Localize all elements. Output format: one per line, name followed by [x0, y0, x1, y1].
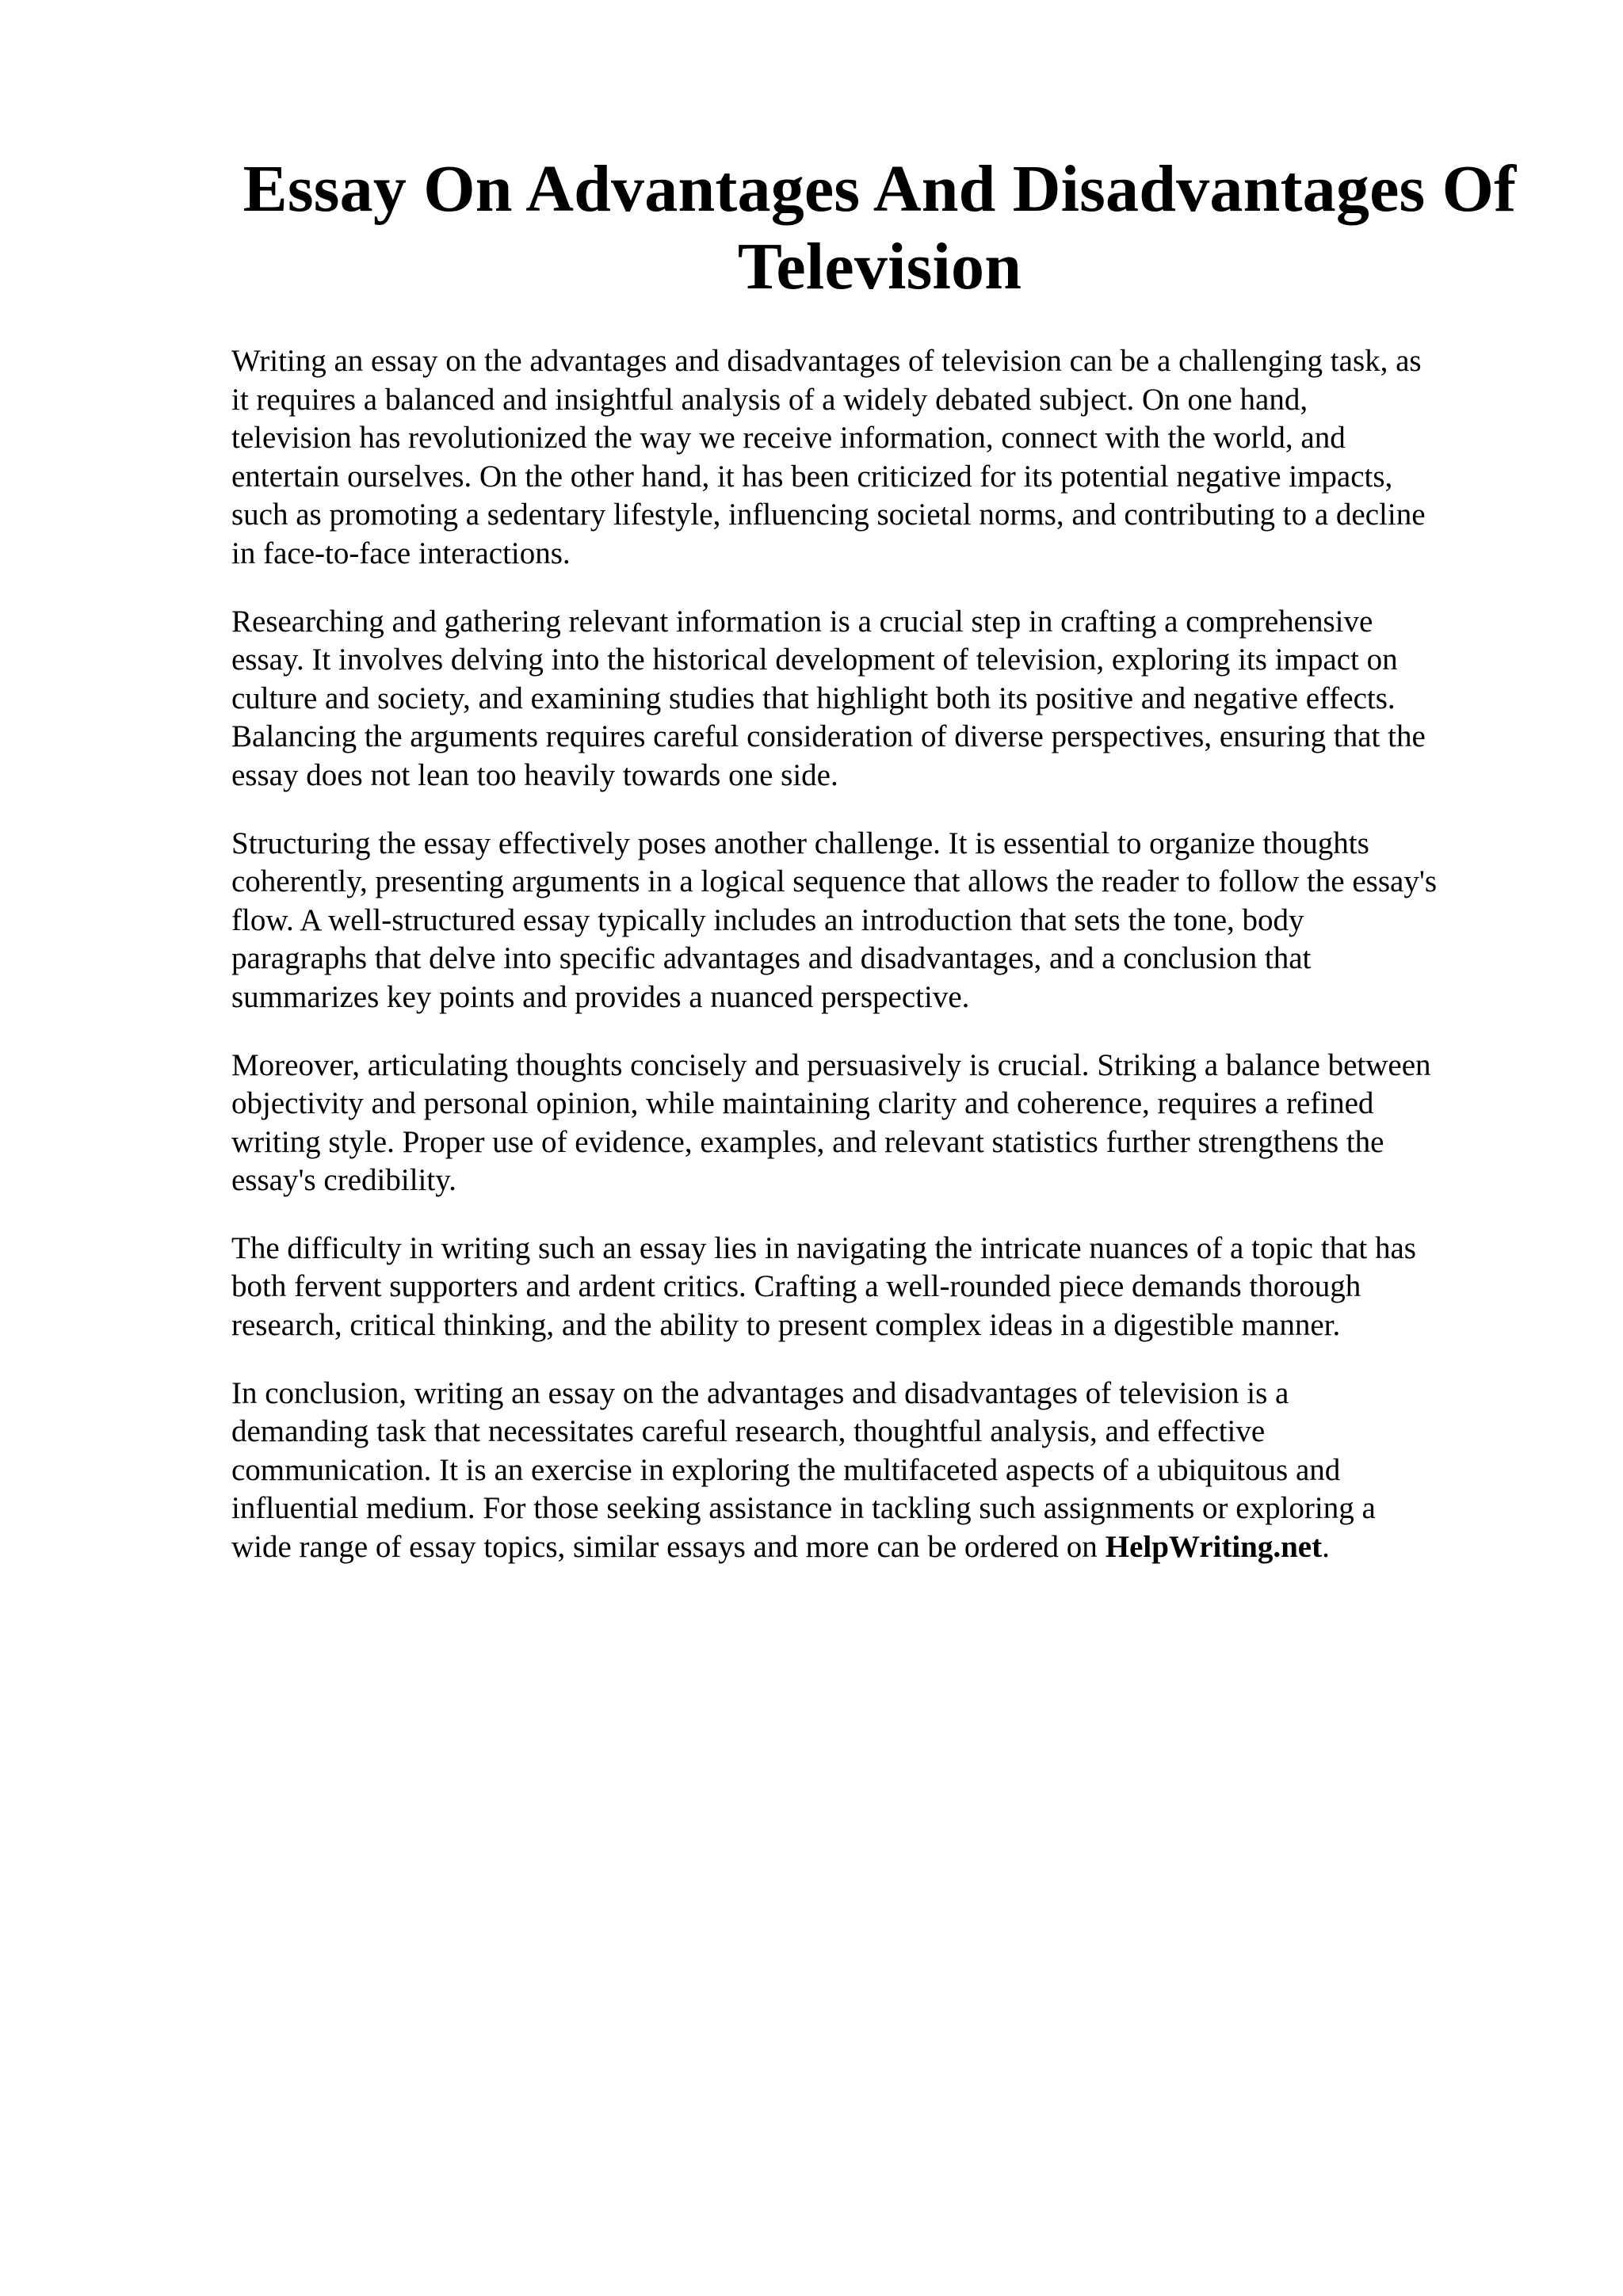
text-line: influential medium. For those seeking assistance in tackling such assignments or exploring a [231, 1491, 1376, 1526]
text-line: flow. A well-structured essay typically includes an introduction that sets the tone, body [231, 902, 1304, 937]
text-line: objectivity and personal opinion, while maintaining clarity and coherence, requires a refined [231, 1086, 1374, 1121]
text-line: communication. It is an exercise in exploring the multifaceted aspects of a ubiquitous and [231, 1452, 1341, 1487]
text-line: Balancing the arguments requires careful consideration of diverse perspectives, ensuring that the [231, 719, 1426, 754]
paragraph-5 [231, 1230, 1539, 1345]
text-line: entertain ourselves. On the other hand, it has been criticized for its potential negative impacts, [231, 459, 1393, 494]
final-line [231, 1528, 1539, 1567]
text-line: paragraphs that delve into specific advantages and disadvantages, and a conclusion that [231, 941, 1312, 976]
text-line: Structuring the essay effectively poses another challenge. It is essential to organize thoughts [231, 826, 1369, 860]
essay-body [231, 342, 1539, 1596]
title-line-1: Essay On Advantages And Disadvantages Of [242, 152, 1517, 226]
text-line: both fervent supporters and ardent critics. Crafting a well-rounded piece demands thorough [231, 1269, 1361, 1304]
text-line: culture and society, and examining studies that highlight both its positive and negative effects. [231, 681, 1396, 715]
text-line: research, critical thinking, and the ability to present complex ideas in a digestible manner. [231, 1308, 1341, 1343]
text-line: coherently, presenting arguments in a logical sequence that allows the reader to follow the essay's [231, 864, 1438, 899]
title-line-2: Television [737, 230, 1022, 303]
text-line: summarizes key points and provides a nuanced perspective. [231, 979, 970, 1014]
text-line: in face-to-face interactions. [231, 536, 571, 570]
text-line: essay's credibility. [231, 1163, 456, 1198]
text-line: essay. It involves delving into the historical development of television, exploring its impact on [231, 643, 1398, 677]
paragraph-4 [231, 1047, 1539, 1200]
paragraph-2 [231, 603, 1539, 795]
text-line: The difficulty in writing such an essay lies in navigating the intricate nuances of a topic that has [231, 1230, 1416, 1265]
text-line: Moreover, articulating thoughts concisely and persuasively is crucial. Striking a balance between [231, 1047, 1431, 1082]
text-line: it requires a balanced and insightful analysis of a widely debated subject. On one hand, [231, 382, 1308, 417]
text-line: Researching and gathering relevant information is a crucial step in crafting a comprehensive [231, 604, 1373, 639]
text-line: wide range of essay topics, similar essays and more can be ordered on [231, 1530, 1098, 1565]
paragraph-1 [231, 342, 1539, 574]
helpwriting-link[interactable]: HelpWriting.net [1105, 1530, 1323, 1565]
text-line: In conclusion, writing an essay on the advantages and disadvantages of television is a [231, 1375, 1289, 1410]
text-line: writing style. Proper use of evidence, examples, and relevant statistics further strengthens the [231, 1124, 1384, 1159]
paragraph-3 [231, 825, 1539, 1017]
page-title [206, 151, 1553, 306]
text-line: demanding task that necessitates careful research, thoughtful analysis, and effective [231, 1414, 1266, 1449]
text-line: Writing an essay on the advantages and disadvantages of television can be a challenging task, as [231, 344, 1422, 378]
trailing-period: . [1322, 1530, 1330, 1565]
text-line: essay does not lean too heavily towards one side. [231, 757, 838, 792]
text-line: such as promoting a sedentary lifestyle, influencing societal norms, and contributing to a decline [231, 498, 1426, 532]
text-line: television has revolutionized the way we receive information, connect with the world, and [231, 421, 1346, 456]
paragraph-6 [231, 1375, 1539, 1567]
